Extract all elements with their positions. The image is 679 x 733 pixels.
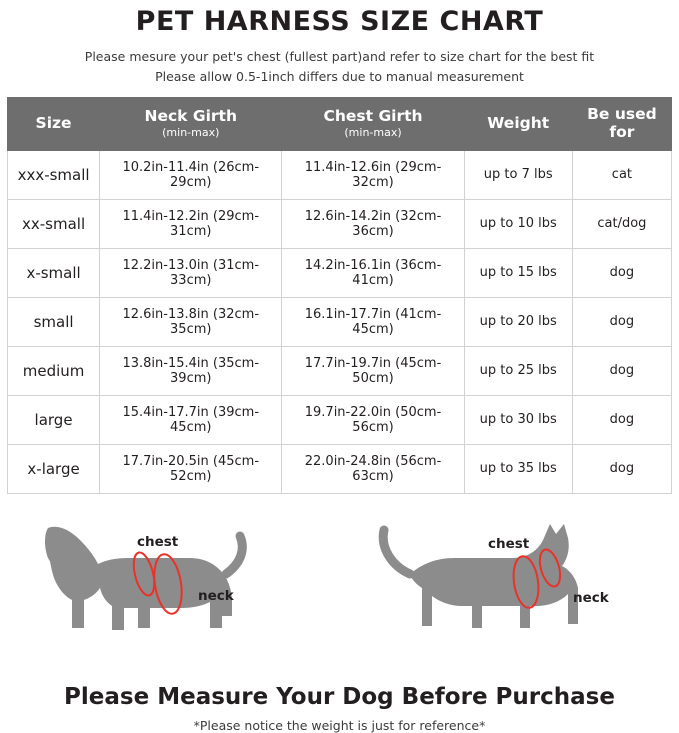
cell-size: xxx-small [8, 150, 100, 199]
dog-figure [40, 508, 290, 672]
table-row [8, 199, 672, 248]
page-title: PET HARNESS SIZE CHART [135, 6, 544, 37]
column-header-neck-girth-sub: (min-max) [162, 126, 220, 140]
cell-used-for: cat [572, 150, 671, 199]
cell-neck: 10.2in-11.4in (26cm-29cm) [100, 150, 282, 199]
cat-chest-label: chest [488, 535, 530, 552]
cell-size: medium [8, 346, 100, 395]
cell-weight: up to 25 lbs [464, 346, 572, 395]
table-row [8, 150, 672, 199]
table-row [8, 346, 672, 395]
cell-chest: 22.0in-24.8in (56cm-63cm) [282, 444, 464, 493]
size-chart-page [0, 6, 679, 733]
column-header-chest-girth-sub: (min-max) [344, 126, 402, 140]
cell-neck: 11.4in-12.2in (29cm-31cm) [100, 199, 282, 248]
cell-chest: 12.6in-14.2in (32cm-36cm) [282, 199, 464, 248]
column-header-neck-girth-label: Neck Girth [144, 106, 238, 125]
cell-neck: 15.4in-17.7in (39cm-45cm) [100, 395, 282, 444]
dog-neck-label: neck [198, 587, 234, 604]
table-row [8, 248, 672, 297]
cell-used-for: dog [572, 248, 671, 297]
table-row [8, 444, 672, 493]
cat-figure [370, 508, 620, 672]
column-header-size-label: Size [35, 113, 72, 132]
column-header-neck-girth [100, 98, 282, 151]
footer-title: Please Measure Your Dog Before Purchase [64, 683, 615, 710]
cat-illustration-icon [370, 508, 620, 668]
cell-weight: up to 30 lbs [464, 395, 572, 444]
cell-weight: up to 20 lbs [464, 297, 572, 346]
cell-size: small [8, 297, 100, 346]
table-body [8, 150, 672, 493]
figures-section [0, 508, 679, 678]
cell-chest: 16.1in-17.7in (41cm-45cm) [282, 297, 464, 346]
subtitle-line-2: Please allow 0.5-1inch differs due to manual measurement [155, 69, 524, 84]
cat-neck-label: neck [573, 589, 609, 606]
cell-weight: up to 35 lbs [464, 444, 572, 493]
column-header-weight-label: Weight [487, 113, 550, 132]
cell-used-for: cat/dog [572, 199, 671, 248]
cell-used-for: dog [572, 297, 671, 346]
cell-weight: up to 7 lbs [464, 150, 572, 199]
cell-size: x-large [8, 444, 100, 493]
cell-weight: up to 10 lbs [464, 199, 572, 248]
column-header-weight [464, 98, 572, 151]
cell-neck: 12.2in-13.0in (31cm-33cm) [100, 248, 282, 297]
cell-size: xx-small [8, 199, 100, 248]
cell-size: x-small [8, 248, 100, 297]
column-header-be-used-for-sub: for [609, 122, 635, 141]
cell-chest: 11.4in-12.6in (29cm-32cm) [282, 150, 464, 199]
cell-neck: 17.7in-20.5in (45cm-52cm) [100, 444, 282, 493]
column-header-chest-girth [282, 98, 464, 151]
dog-illustration-icon [40, 508, 290, 668]
table-header [8, 98, 672, 151]
cell-neck: 12.6in-13.8in (32cm-35cm) [100, 297, 282, 346]
column-header-size [8, 98, 100, 151]
cell-chest: 19.7in-22.0in (50cm-56cm) [282, 395, 464, 444]
cell-weight: up to 15 lbs [464, 248, 572, 297]
subtitle-line-1: Please mesure your pet's chest (fullest part)and refer to size chart for the best fit [84, 49, 595, 64]
column-header-be-used-for [572, 98, 671, 151]
table-header-row [8, 98, 672, 151]
cell-used-for: dog [572, 444, 671, 493]
table-row [8, 395, 672, 444]
cell-used-for: dog [572, 395, 671, 444]
cell-neck: 13.8in-15.4in (35cm-39cm) [100, 346, 282, 395]
cell-size: large [8, 395, 100, 444]
page-subtitle [0, 47, 679, 87]
table-row [8, 297, 672, 346]
cell-chest: 14.2in-16.1in (36cm-41cm) [282, 248, 464, 297]
cell-chest: 17.7in-19.7in (45cm-50cm) [282, 346, 464, 395]
dog-chest-label: chest [137, 533, 179, 550]
column-header-be-used-for-label: Be used [587, 105, 657, 123]
footer-note: *Please notice the weight is just for reference* [193, 717, 486, 733]
cell-used-for: dog [572, 346, 671, 395]
size-chart-table [7, 97, 672, 494]
column-header-chest-girth-label: Chest Girth [323, 106, 423, 125]
